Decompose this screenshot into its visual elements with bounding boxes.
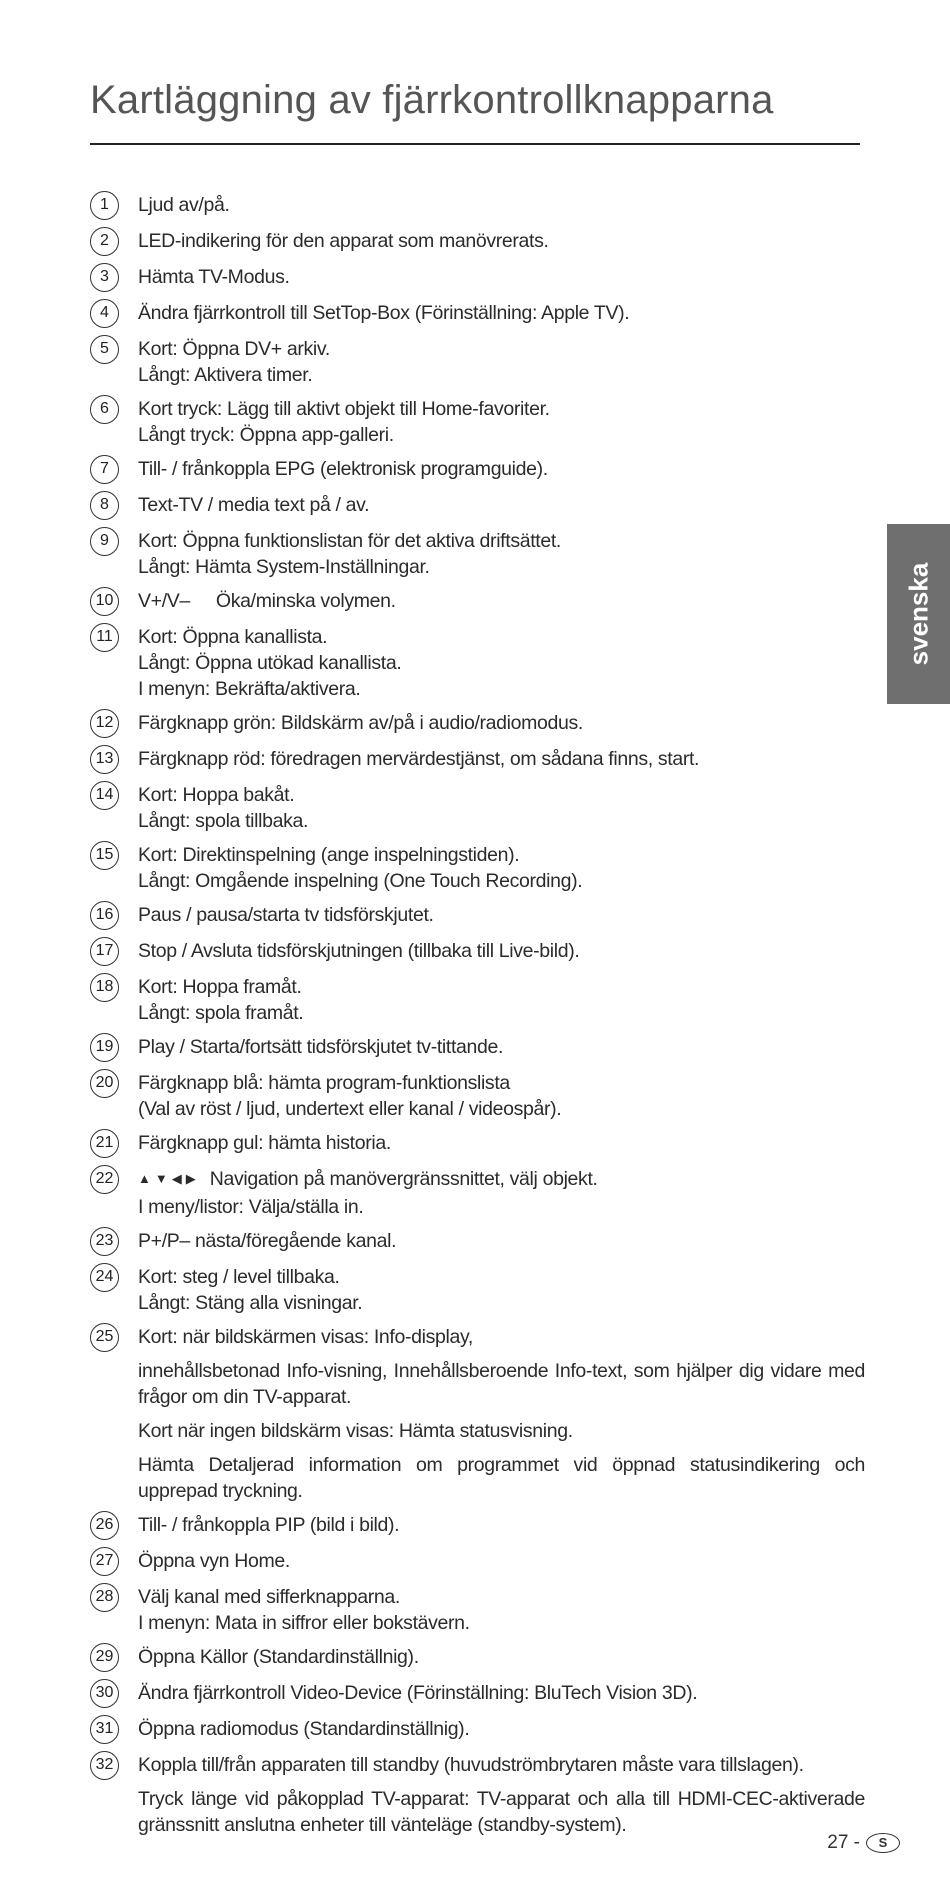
item-paragraph: Kort: när bildskärmen visas: Info-display, (138, 1326, 473, 1348)
item-line: Välj kanal med sifferknapparna. (138, 1586, 400, 1608)
item-text (138, 782, 865, 834)
item-number-badge: 20 (90, 1069, 119, 1098)
list-item (90, 1680, 865, 1708)
item-number-badge: 2 (90, 227, 119, 256)
item-number-badge: 12 (90, 709, 119, 738)
item-text (138, 902, 865, 928)
item-paragraph: Tryck länge vid påkopplad TV-apparat: TV-apparat och alla till HDMI-CEC-aktiverade gränssnitt anslutna enheter till vänteläge (standby-system). (138, 1788, 865, 1836)
item-number-badge: 13 (90, 745, 119, 774)
item-line: Färgknapp röd: föredragen mervärdestjänst, om sådana finns, start. (138, 748, 700, 770)
list-item (90, 710, 865, 738)
item-text (138, 300, 865, 326)
item-line: Långt: Aktivera timer. (138, 364, 313, 386)
item-text (138, 1716, 865, 1742)
item-line: Ändra fjärrkontroll till SetTop-Box (Förinställning: Apple TV). (138, 302, 630, 324)
item-text (138, 1584, 865, 1636)
item-text (138, 1228, 865, 1254)
list-item (90, 456, 865, 484)
item-number-badge: 24 (90, 1263, 119, 1292)
item-line: LED-indikering för den apparat som manövrerats. (138, 230, 549, 252)
language-badge: S (866, 1833, 900, 1853)
item-line: I menyn: Bekräfta/aktivera. (138, 678, 361, 700)
list-item (90, 746, 865, 774)
item-line: Färgknapp blå: hämta program-funktionslista (138, 1072, 510, 1094)
item-line: Kort: Öppna funktionslistan för det aktiva driftsättet. (138, 530, 561, 552)
item-text (138, 336, 865, 388)
button-list (90, 192, 865, 1846)
title-rule (90, 143, 860, 145)
item-number-badge: 22 (90, 1165, 119, 1194)
item-line: Kort: Hoppa bakåt. (138, 784, 295, 806)
item-number-badge: 16 (90, 901, 119, 930)
item-text (138, 192, 865, 218)
item-text (138, 228, 865, 254)
list-item (90, 974, 865, 1026)
item-number-badge: 28 (90, 1583, 119, 1612)
item-text (138, 1512, 865, 1538)
list-item (90, 1324, 865, 1504)
list-item (90, 1264, 865, 1316)
list-item (90, 588, 865, 616)
item-number-badge: 27 (90, 1547, 119, 1576)
item-text (138, 1130, 865, 1156)
item-text (138, 1680, 865, 1706)
list-item (90, 1166, 865, 1220)
item-text (138, 396, 865, 448)
list-item (90, 1548, 865, 1576)
list-item (90, 1228, 865, 1256)
item-line: Kort: Öppna kanallista. (138, 626, 328, 648)
item-line: Öppna vyn Home. (138, 1550, 290, 1572)
item-line: Färgknapp gul: hämta historia. (138, 1132, 391, 1154)
item-paragraph: Hämta Detaljerad information om programmet vid öppnad statusindikering och upprepad tryckning. (138, 1454, 865, 1502)
list-item (90, 264, 865, 292)
item-number-badge: 29 (90, 1643, 119, 1672)
list-item (90, 1644, 865, 1672)
navigation-arrows-icon: ▲▼◀▶ (138, 1171, 200, 1186)
item-number-badge: 23 (90, 1227, 119, 1256)
item-line: Text-TV / media text på / av. (138, 494, 370, 516)
list-item (90, 624, 865, 702)
side-tab-label: svenska (903, 562, 933, 666)
item-line: Paus / pausa/starta tv tidsförskjutet. (138, 904, 434, 926)
item-line: Kort: Direktinspelning (ange inspelningstiden). (138, 844, 520, 866)
item-text (138, 1264, 865, 1316)
item-line: I menyn: Mata in siffror eller bokstävern. (138, 1612, 470, 1634)
item-number-badge: 21 (90, 1129, 119, 1158)
item-number-badge: 11 (90, 623, 119, 652)
list-item (90, 192, 865, 220)
item-number-badge: 32 (90, 1751, 119, 1780)
list-item (90, 396, 865, 448)
item-text (138, 842, 865, 894)
item-number-badge: 3 (90, 263, 119, 292)
item-line: Kort: Öppna DV+ arkiv. (138, 338, 330, 360)
item-line: Långt: Stäng alla visningar. (138, 1292, 363, 1314)
page-number: 27 - (827, 1832, 860, 1853)
item-number-badge: 25 (90, 1323, 119, 1352)
item-line: Långt: Omgående inspelning (One Touch Recording). (138, 870, 583, 892)
item-line: Play / Starta/fortsätt tidsförskjutet tv-tittande. (138, 1036, 504, 1058)
list-item (90, 1584, 865, 1636)
list-item (90, 228, 865, 256)
item-line (138, 588, 865, 614)
item-text (138, 1548, 865, 1574)
item-line: Långt: Öppna utökad kanallista. (138, 652, 402, 674)
item-line: Till- / frånkoppla PIP (bild i bild). (138, 1514, 400, 1536)
item-text (138, 528, 865, 580)
item-number-badge: 8 (90, 491, 119, 520)
list-item (90, 492, 865, 520)
item-text (138, 1166, 865, 1220)
item-description: Navigation på manövergränssnittet, välj objekt. (209, 1168, 598, 1190)
item-line (138, 1166, 865, 1194)
item-line: Kort: steg / level tillbaka. (138, 1266, 340, 1288)
item-line: Färgknapp grön: Bildskärm av/på i audio/radiomodus. (138, 712, 583, 734)
item-number-badge: 26 (90, 1511, 119, 1540)
item-line: Långt: Hämta System-Inställningar. (138, 556, 430, 578)
item-text (138, 1034, 865, 1060)
item-text (138, 624, 865, 702)
list-item (90, 336, 865, 388)
item-line: Öppna Källor (Standardinställnig). (138, 1646, 419, 1668)
list-item (90, 300, 865, 328)
item-text (138, 938, 865, 964)
item-line: (Val av röst / ljud, undertext eller kanal / videospår). (138, 1098, 562, 1120)
list-item (90, 938, 865, 966)
list-item (90, 1512, 865, 1540)
list-item (90, 1716, 865, 1744)
item-line: Hämta TV-Modus. (138, 266, 290, 288)
item-number-badge: 19 (90, 1033, 119, 1062)
item-paragraph: Kort när ingen bildskärm visas: Hämta statusvisning. (138, 1420, 573, 1442)
item-number-badge: 6 (90, 395, 119, 424)
item-text (138, 1752, 865, 1838)
page-title: Kartläggning av fjärrkontrollknapparna (90, 78, 774, 122)
item-description: Öka/minska volymen. (215, 590, 396, 612)
item-line: Ändra fjärrkontroll Video-Device (Förinställning: BluTech Vision 3D). (138, 1682, 698, 1704)
list-item (90, 782, 865, 834)
item-number-badge: 14 (90, 781, 119, 810)
item-line: Ljud av/på. (138, 194, 230, 216)
item-number-badge: 7 (90, 455, 119, 484)
list-item (90, 1034, 865, 1062)
item-text (138, 264, 865, 290)
item-text (138, 588, 865, 614)
list-item (90, 842, 865, 894)
item-line: Öppna radiomodus (Standardinställnig). (138, 1718, 470, 1740)
item-line: Långt: spola framåt. (138, 1002, 304, 1024)
item-text (138, 710, 865, 736)
list-item (90, 1752, 865, 1838)
item-number-badge: 1 (90, 191, 119, 220)
item-paragraph: Koppla till/från apparaten till standby (huvudströmbrytaren måste vara tillslagen). (138, 1754, 804, 1776)
item-number-badge: 4 (90, 299, 119, 328)
item-number-badge: 17 (90, 937, 119, 966)
item-line: I meny/listor: Välja/ställa in. (138, 1196, 364, 1218)
item-line: Kort: Hoppa framåt. (138, 976, 302, 998)
item-number-badge: 31 (90, 1715, 119, 1744)
item-number-badge: 30 (90, 1679, 119, 1708)
item-text (138, 456, 865, 482)
list-item (90, 902, 865, 930)
item-number-badge: 10 (90, 587, 119, 616)
item-text (138, 1324, 865, 1504)
item-key-label: V+/V– (138, 590, 190, 612)
item-line: Långt: spola tillbaka. (138, 810, 309, 832)
item-line: Till- / frånkoppla EPG (elektronisk programguide). (138, 458, 548, 480)
item-paragraph: innehållsbetonad Info-visning, Innehållsberoende Info-text, som hjälper dig vidare med frågor om din TV-apparat. (138, 1360, 865, 1408)
list-item (90, 528, 865, 580)
item-text (138, 1644, 865, 1670)
language-side-tab (887, 524, 950, 704)
item-text (138, 974, 865, 1026)
item-number-badge: 5 (90, 335, 119, 364)
list-item (90, 1070, 865, 1122)
item-line: P+/P– nästa/föregående kanal. (138, 1230, 397, 1252)
page-footer (827, 1832, 900, 1854)
item-text (138, 746, 865, 772)
item-line: Stop / Avsluta tidsförskjutningen (tillbaka till Live-bild). (138, 940, 580, 962)
item-number-badge: 9 (90, 527, 119, 556)
item-line: Kort tryck: Lägg till aktivt objekt till Home-favoriter. (138, 398, 550, 420)
item-text (138, 1070, 865, 1122)
item-number-badge: 18 (90, 973, 119, 1002)
item-text (138, 492, 865, 518)
item-number-badge: 15 (90, 841, 119, 870)
item-line: Långt tryck: Öppna app-galleri. (138, 424, 394, 446)
list-item (90, 1130, 865, 1158)
